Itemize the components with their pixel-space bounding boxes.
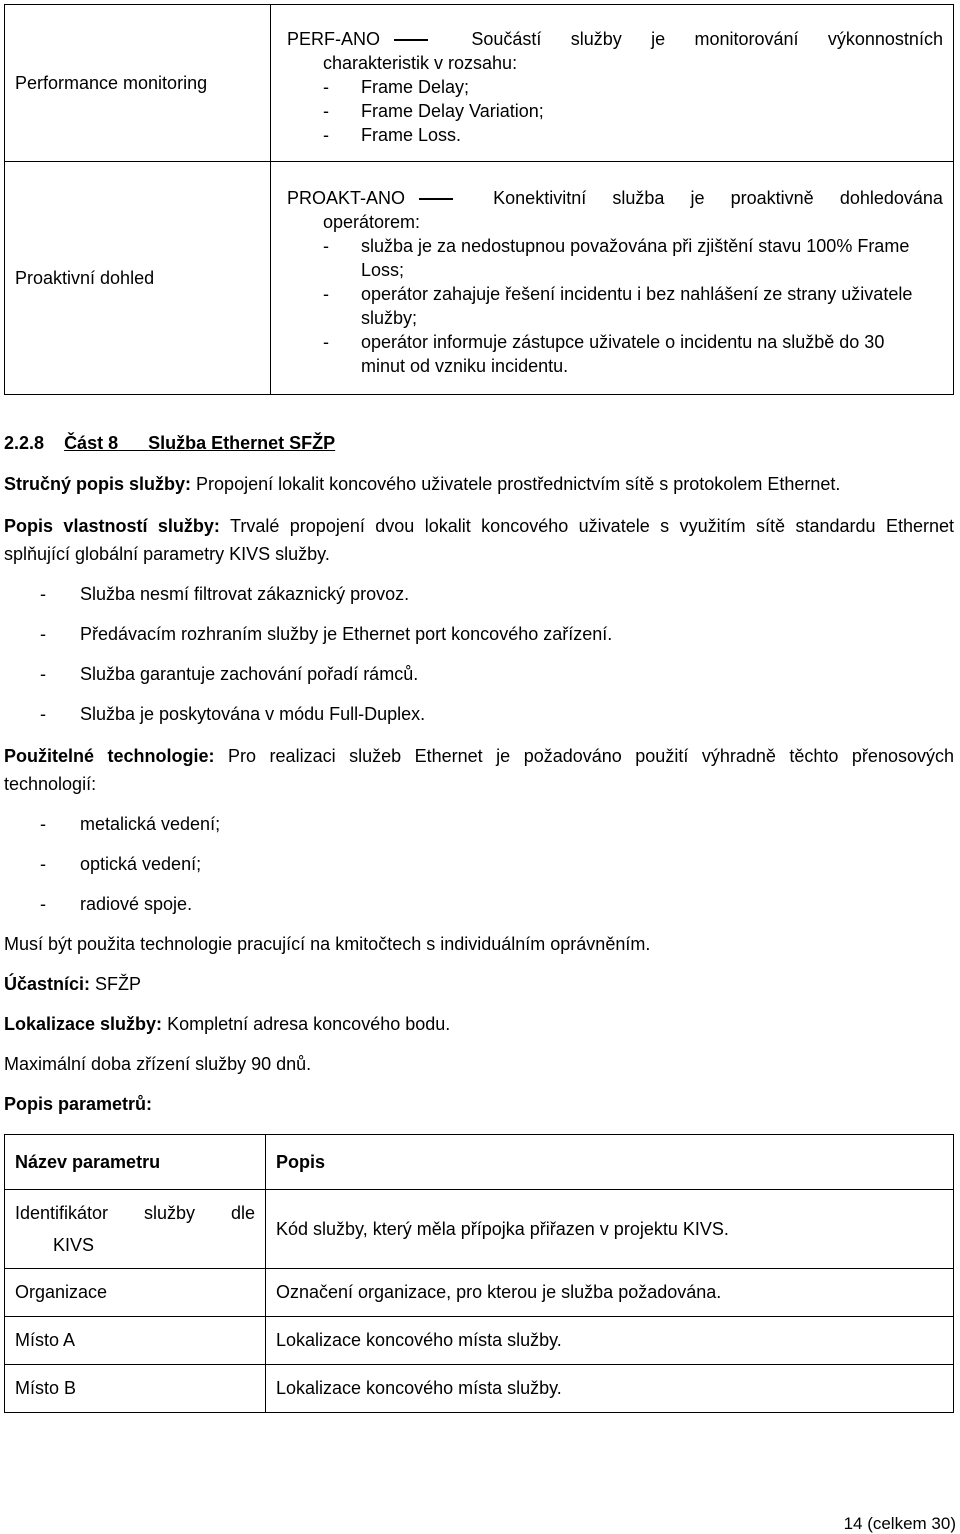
list-item: - operátor zahajuje řešení incidentu i bez nahlášení ze strany uživatele služby;: [323, 284, 913, 328]
row-description: [271, 5, 954, 162]
table-row: [5, 1365, 954, 1413]
intro-word: je: [651, 29, 666, 49]
long-dash: [419, 198, 453, 200]
page: [4, 4, 954, 1413]
table-header-row: [5, 1135, 954, 1190]
params-heading: Popis parametrů:: [4, 1094, 153, 1114]
param-name: Identifikátor služby dle KIVS: [5, 1190, 266, 1269]
row-label: Performance monitoring: [5, 5, 271, 162]
localization: Lokalizace služby: Kompletní adresa koncového bodu.: [4, 1014, 451, 1034]
intro-word: proaktivně: [730, 188, 814, 208]
technology-note: Musí být použita technologie pracující na kmitočtech s individuálním oprávněním.: [4, 934, 651, 954]
properties-list: [4, 580, 954, 728]
table-row: [5, 162, 954, 395]
section-number: 2.2.8: [4, 433, 45, 453]
list-item: - operátor informuje zástupce uživatele o incidentu na službě do 30 minut od vzniku incidentu.: [323, 332, 885, 376]
list-item: - Služba garantuje zachování pořadí rámců.: [40, 664, 419, 684]
service-code: PROAKT-ANO: [287, 186, 467, 210]
intro-continuation: charakteristik v rozsahu:: [323, 53, 518, 73]
column-header: Popis: [266, 1135, 954, 1190]
long-dash: [394, 39, 428, 41]
technologies-description: Použitelné technologie: Pro realizaci služeb Ethernet je požadováno použití výhradně těchto přenosových technologií:: [4, 746, 954, 794]
column-header: Název parametru: [5, 1135, 266, 1190]
list-item: - Frame Delay Variation;: [323, 101, 544, 121]
intro-word: je: [690, 188, 705, 208]
section-title-rest: Služba Ethernet SFŽP: [148, 433, 336, 453]
param-name: Místo A: [5, 1317, 266, 1365]
param-description: Lokalizace koncového místa služby.: [266, 1365, 954, 1413]
max-setup-time: Maximální doba zřízení služby 90 dnů.: [4, 1054, 312, 1074]
table-row: [5, 1317, 954, 1365]
list-item: - radiové spoje.: [40, 894, 193, 914]
list-item: - Služba nesmí filtrovat zákaznický provoz.: [40, 584, 410, 604]
intro-word: služby: [570, 29, 622, 49]
list-item: - Předávacím rozhraním služby je Ethernet port koncového zařízení.: [40, 624, 613, 644]
row-label: Proaktivní dohled: [5, 162, 271, 395]
intro-word: dohledována: [839, 188, 943, 208]
page-number: 14 (celkem 30): [843, 1514, 956, 1533]
description-head: [287, 27, 943, 51]
description-head: [287, 186, 943, 210]
list-item: - Frame Delay;: [323, 77, 470, 97]
param-description: Lokalizace koncového místa služby.: [266, 1317, 954, 1365]
list-item: - metalická vedení;: [40, 814, 221, 834]
table-row: [5, 1190, 954, 1269]
technologies-list: [4, 810, 954, 918]
participants: Účastníci: SFŽP: [4, 974, 142, 994]
intro-word: monitorování: [694, 29, 799, 49]
param-name: Organizace: [5, 1269, 266, 1317]
intro-continuation: operátorem:: [323, 212, 421, 232]
service-monitoring-table: [4, 4, 954, 395]
properties-description: Popis vlastností služby: Trvalé propojení dvou lokalit koncového uživatele s využitím sítě standardu Ethernet splňující globální parametry KIVS služby.: [4, 516, 954, 564]
service-code: PERF-ANO: [287, 27, 442, 51]
param-description: Označení organizace, pro kterou je služba požadována.: [266, 1269, 954, 1317]
param-name: Místo B: [5, 1365, 266, 1413]
list-item: - Služba je poskytována v módu Full-Duplex.: [40, 704, 426, 724]
param-description: Kód služby, který měla přípojka přiřazen v projektu KIVS.: [266, 1190, 954, 1269]
intro-word: výkonnostních: [827, 29, 943, 49]
intro-word: Konektivitní: [493, 188, 587, 208]
list-item: - služba je za nedostupnou považována při zjištění stavu 100% Frame Loss;: [323, 236, 910, 280]
table-row: [5, 1269, 954, 1317]
table-row: [5, 5, 954, 162]
parameters-table: [4, 1134, 954, 1413]
section-heading: [4, 433, 954, 454]
intro-word: Součástí: [471, 29, 542, 49]
row-description: [271, 162, 954, 395]
list-item: - optická vedení;: [40, 854, 202, 874]
intro-word: služba: [612, 188, 665, 208]
short-description: Stručný popis služby: Propojení lokalit koncového uživatele prostřednictvím sítě s protokolem Ethernet.: [4, 474, 841, 494]
list-item: - Frame Loss.: [323, 125, 462, 145]
section-title: Část 8: [64, 433, 119, 453]
